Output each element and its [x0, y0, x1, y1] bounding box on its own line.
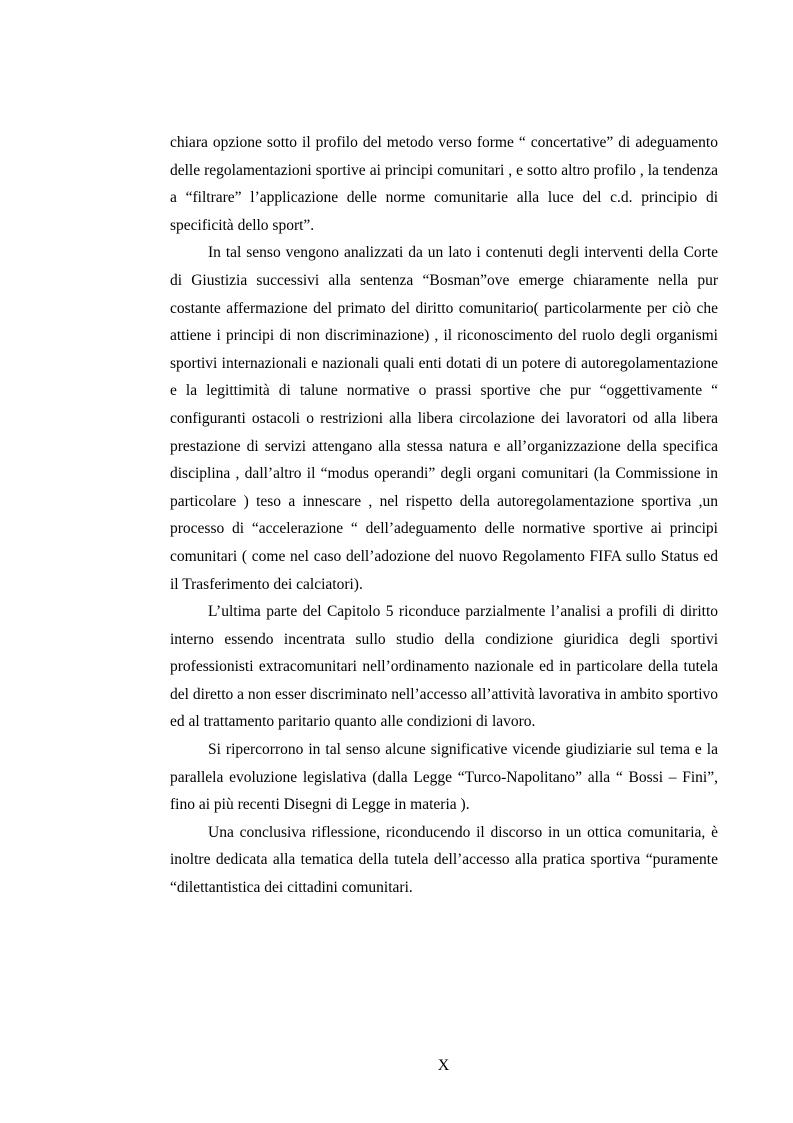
page-number-container [0, 1056, 793, 1076]
body-text [170, 129, 718, 902]
paragraph-2: In tal senso vengono analizzati da un lato i contenuti degli interventi della Corte di Giustizia successivi alla sentenza “Bosman”ove emerge chiaramente nella pur costante affermazione del primato del diritto comunitario( particolarmente per ciò che attiene i principi di non discriminazione) , il riconoscimento del ruolo degli organismi sportivi internazionali e nazionali quali enti dotati di un potere di autoregolamentazione e la legittimità di talune normative o prassi sportive che pur “oggettivamente “ configuranti ostacoli o restrizioni alla libera circolazione dei lavoratori od alla libera prestazione di servizi attengano alla stessa natura e all’organizzazione della specifica disciplina , dall’altro il “modus operandi” degli organi comunitari (la Commissione in particolare ) teso a innescare , nel rispetto della autoregolamentazione sportiva ,un processo di “accelerazione “ dell’adeguamento delle normative sportive ai principi comunitari ( come nel caso dell’adozione del nuovo Regolamento FIFA sullo Status ed il Trasferimento dei calciatori). [170, 244, 718, 593]
paragraph-4: Si ripercorrono in tal senso alcune significative vicende giudiziarie sul tema e la parallela evoluzione legislativa (dalla Legge “Turco-Napolitano” alla “ Bossi – Fini”, fino ai più recenti Disegni di Legge in materia ). [170, 741, 718, 814]
page-number: X [437, 1057, 450, 1074]
paragraph-1: chiara opzione sotto il profilo del metodo verso forme “ concertative” di adeguamento delle regolamentazioni sportive ai principi comunitari , e sotto altro profilo , la tendenza a “filtrare” l’applicazione delle norme comunitarie alla luce del c.d. principio di specificità dello sport”. [170, 134, 718, 234]
paragraph-5: Una conclusiva riflessione, riconducendo il discorso in un ottica comunitaria, è inoltre dedicata alla tematica della tutela dell’accesso alla pratica sportiva “puramente “dilettantistica dei cittadini comunitari. [170, 823, 718, 897]
paragraph-3: L’ultima parte del Capitolo 5 riconduce parzialmente l’analisi a profili di diritto interno essendo incentrata sullo studio della condizione giuridica degli sportivi professionisti extracomunitari nell’ordinamento nazionale ed in particolare della tutela del diretto a non esser discriminato nell’accesso all’attività lavorativa in ambito sportivo ed al trattamento paritario quanto alle condizioni di lavoro. [170, 603, 718, 731]
